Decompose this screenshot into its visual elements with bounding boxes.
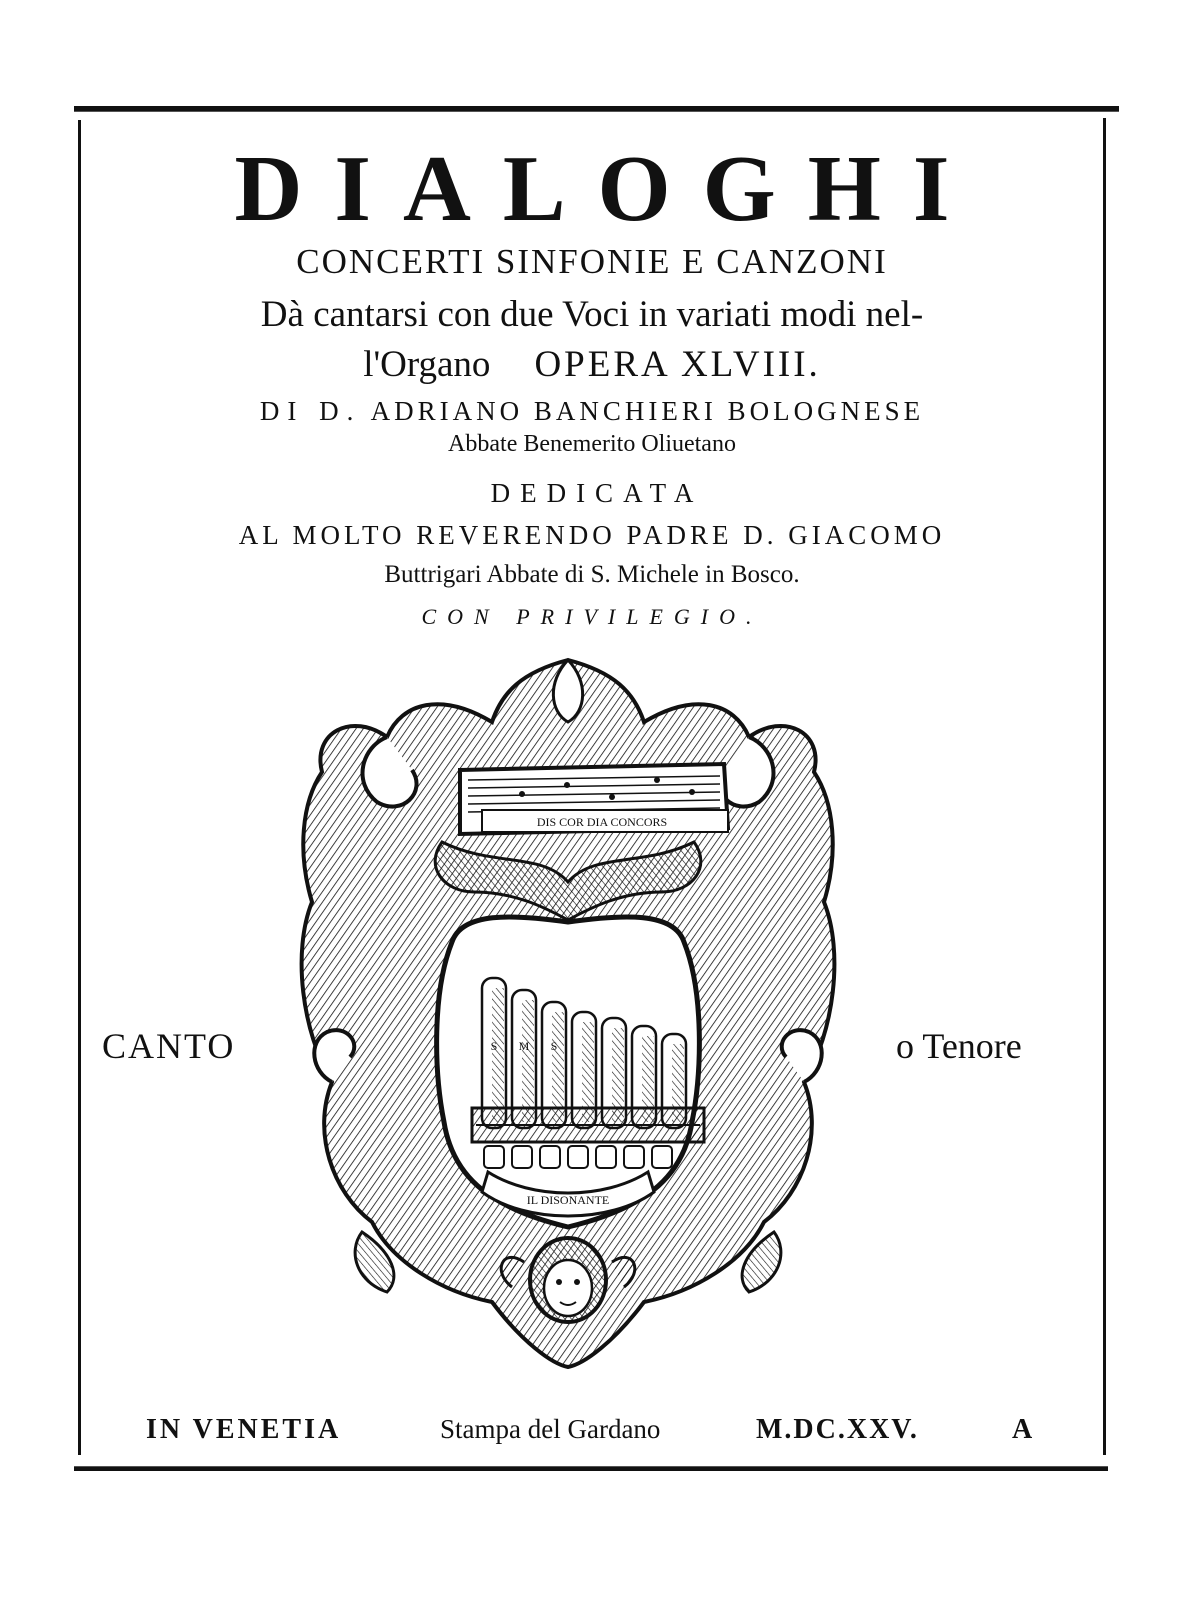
page-title: DIALOGHI [234,137,982,241]
privilege-line: CON PRIVILEGIO. [421,604,763,629]
opus-number: OPERA XLVIII. [534,344,821,385]
motto-bottom: IL DISONANTE [526,1193,610,1207]
pipe-letter-1: S [490,1039,498,1053]
author-title: Abbate Benemerito Oliuetano [448,431,736,457]
voice-part-left: CANTO [102,1026,236,1066]
author-name: ADRIANO BANCHIERI BOLOGNESE [370,396,925,426]
voice-part-right: o Tenore [896,1026,1022,1066]
organ-pipes-cartouche-icon [292,652,844,1372]
pipe-letter-2: M [518,1039,530,1053]
description-line-2 [80,346,1104,383]
subtitle: CONCERTI SINFONIE E CANZONI [296,242,888,281]
imprint-city: IN VENETIA [146,1414,342,1445]
signature-mark: A [1012,1414,1033,1445]
author-line [80,398,1104,425]
dedication-heading: DEDICATA [490,478,704,508]
description-organ: l'Organo [363,344,491,385]
imprint-printer: Stampa del Gardano [440,1414,661,1444]
pipe-letter-3: S [550,1039,558,1053]
author-lead: DI D. [259,396,362,426]
dedicatee: AL MOLTO REVERENDO PADRE D. GIACOMO [238,520,946,550]
dedicatee-detail: Buttrigari Abbate di S. Michele in Bosco. [384,561,800,588]
top-border-rule [74,106,1119,112]
bottom-border-rule [74,1466,1108,1471]
description-line-1: Dà cantarsi con due Voci in variati modi nel- [260,294,924,335]
motto-top: DIS CОR DIA CONCORS [536,815,668,829]
imprint-year: M.DC.XXV. [756,1414,919,1445]
